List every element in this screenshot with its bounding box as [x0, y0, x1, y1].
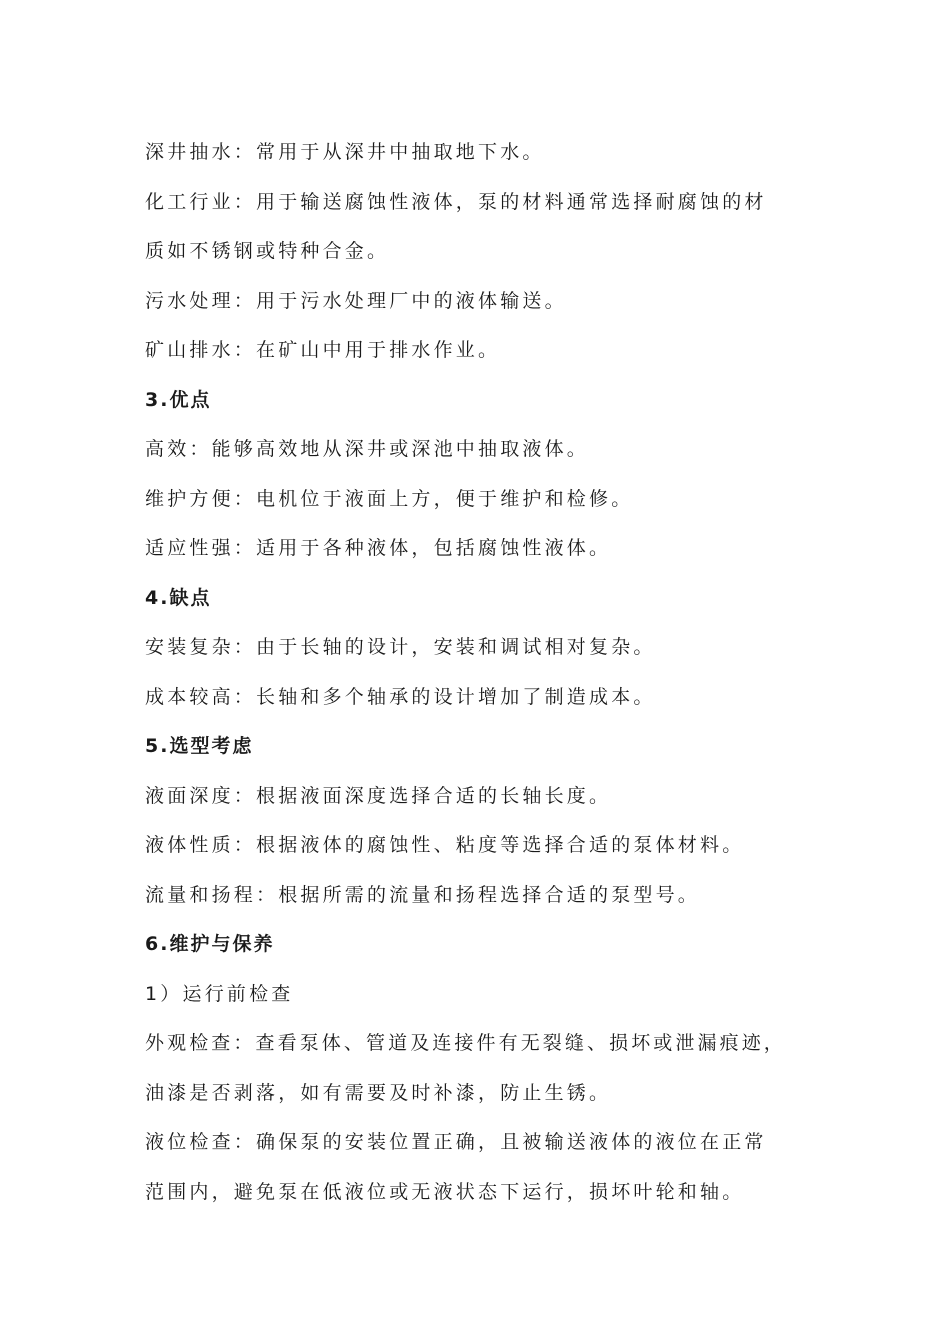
paragraph-sewage: 污水处理：用于污水处理厂中的液体输送。: [145, 289, 567, 312]
paragraph-visual-check-cont: 油漆是否剥落，如有需要及时补漆，防止生锈。: [145, 1081, 612, 1104]
paragraph-maintenance-ease: 维护方便：电机位于液面上方，便于维护和检修。: [145, 487, 634, 510]
heading-maintenance: 6.维护与保养: [145, 933, 275, 955]
paragraph-level-check: 液位检查：确保泵的安装位置正确，且被输送液体的液位在正常: [145, 1131, 767, 1153]
paragraph-deep-well: 深井抽水：常用于从深井中抽取地下水。: [145, 141, 545, 163]
paragraph-mine-drainage: 矿山排水：在矿山中用于排水作业。: [145, 339, 501, 361]
paragraph-chemical-industry: 化工行业：用于输送腐蚀性液体，泵的材料通常选择耐腐蚀的材: [145, 190, 767, 213]
paragraph-efficiency: 高效：能够高效地从深井或深池中抽取液体。: [145, 438, 590, 460]
subheading-pre-run-check: 1）运行前检查: [145, 982, 294, 1005]
paragraph-visual-check: 外观检查：查看泵体、管道及连接件有无裂缝、损坏或泄漏痕迹，: [145, 1032, 786, 1054]
paragraph-chemical-industry-cont: 质如不锈钢或特种合金。: [145, 240, 390, 262]
paragraph-level-check-cont: 范围内，避免泵在低液位或无液状态下运行，损坏叶轮和轴。: [145, 1180, 745, 1203]
heading-advantages: 3.优点: [145, 388, 212, 411]
paragraph-complex-install: 安装复杂：由于长轴的设计，安装和调试相对复杂。: [145, 636, 656, 658]
heading-disadvantages: 4.缺点: [145, 586, 212, 609]
paragraph-flow-head: 流量和扬程：根据所需的流量和扬程选择合适的泵型号。: [145, 883, 701, 906]
paragraph-adaptability: 适应性强：适用于各种液体，包括腐蚀性液体。: [145, 537, 612, 559]
paragraph-liquid-properties: 液体性质：根据液体的腐蚀性、粘度等选择合适的泵体材料。: [145, 834, 745, 856]
heading-selection: 5.选型考虑: [145, 735, 254, 757]
paragraph-liquid-depth: 液面深度：根据液面深度选择合适的长轴长度。: [145, 784, 612, 807]
document-page: [145, 132, 825, 1221]
paragraph-high-cost: 成本较高：长轴和多个轴承的设计增加了制造成本。: [145, 685, 656, 708]
